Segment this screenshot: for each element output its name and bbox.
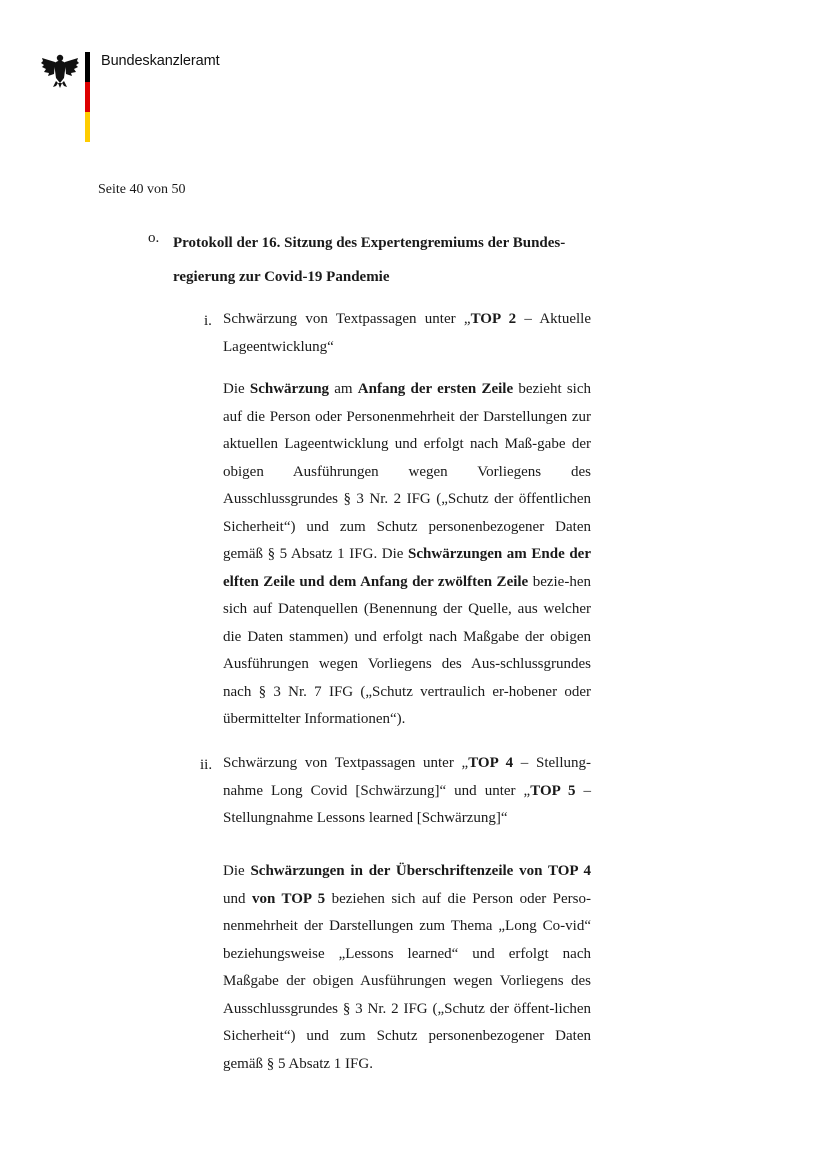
federal-eagle-icon [40, 52, 80, 88]
item-heading: Schwärzung von Textpassagen unter „TOP 4 – Stellung-nahme Long Covid [Schwärzung]“ und unter „TOP 5 – Stellungnahme Lessons learned [Schwärzung]“ [223, 755, 592, 826]
section-marker: o. [148, 230, 160, 246]
item-body: Die Schwärzung am Anfang der ersten Zeile bezieht sich auf die Person oder Personenmehrheit der Darstellungen zur aktuellen Lageentwicklung und erfolgt nach Maß-gabe der obigen Ausführungen wegen Vorliegens des Ausschlussgrundes § 3 Nr. 2 IFG („Schutz der öffentlichen Sicherheit“) und zum Schutz personenbezogener Daten gemäß § 5 Absatz 1 IFG. Die Schwärzungen am Ende der elften Zeile und dem Anfang der zwölften Zeile bezie-hen sich auf Datenquellen (Benennung der Quelle, aus welcher die Daten stammen) und erfolgt nach Maßgabe der obigen Ausführungen wegen Vorliegens des Aus-schlussgrundes nach § 3 Nr. 7 IFG („Schutz vertraulich er-hobener oder übermittelter Informationen“). [223, 381, 591, 727]
flag-stripe-gold [85, 112, 90, 142]
item-marker: i. [204, 313, 212, 329]
flag-stripe-black [85, 52, 90, 82]
section-title: Protokoll der 16. Sitzung des Expertengremiums der Bundes-regierung zur Covid-19 Pandemie [173, 235, 566, 285]
flag-bar [85, 52, 90, 142]
org-name: Bundeskanzleramt [101, 53, 220, 69]
item-heading: Schwärzung von Textpassagen unter „TOP 2 – Aktuelle Lageentwicklung“ [223, 311, 591, 355]
flag-stripe-red [85, 82, 90, 112]
item-marker: ii. [200, 757, 213, 773]
page-number: Seite 40 von 50 [98, 182, 186, 197]
item-body: Die Schwärzungen in der Überschriftenzeile von TOP 4 und von TOP 5 beziehen sich auf die Person oder Perso-nenmehrheit der Darstellungen zum Thema „Long Co-vid“ beziehungsweise „Lessons learned“ und erfolgt nach Maßgabe der obigen Ausführungen wegen Vorliegens des Ausschlussgrundes § 3 Nr. 2 IFG („Schutz der öffent-lichen Sicherheit“) und zum Schutz personenbezogener Daten gemäß § 5 Absatz 1 IFG. [223, 863, 592, 1072]
